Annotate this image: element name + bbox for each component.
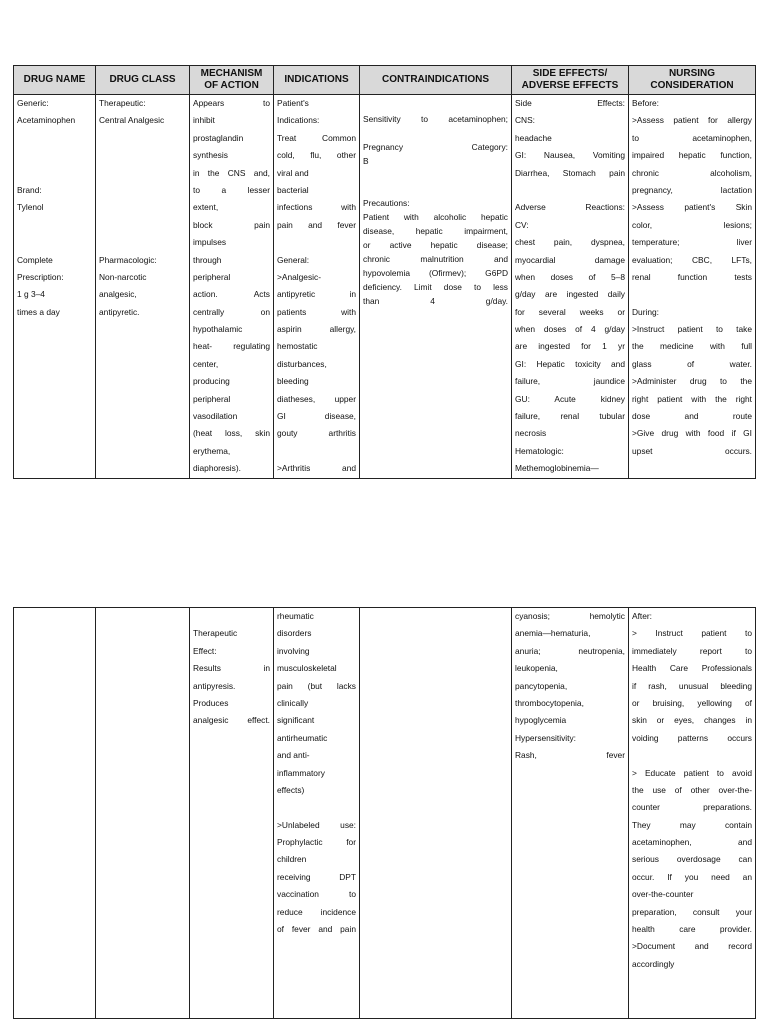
cell-line: are ingested for 1 yr <box>515 341 625 352</box>
cell-line: GI: Hepatic toxicity and <box>515 358 625 369</box>
cell-line <box>363 182 508 196</box>
cell-line: center, <box>193 358 219 369</box>
cell-line <box>99 182 186 199</box>
cell-line: Generic: <box>17 98 49 108</box>
header-row <box>14 66 756 95</box>
cell-line: Pregnancy Category: <box>363 142 508 152</box>
cell-line: > Instruct patient to <box>632 628 752 639</box>
cell-line: health care provider. <box>632 924 752 935</box>
cell-line: Complete <box>17 254 53 265</box>
cell-line: in the CNS and, <box>193 167 270 178</box>
contraindications-cell <box>360 608 512 1019</box>
cell-line <box>99 165 186 182</box>
cell-line: Produces <box>193 697 229 708</box>
cell-line: right patient with the right <box>632 393 752 404</box>
cell-line: Therapeutic <box>193 628 238 639</box>
cell-line: >Arthritis and <box>277 463 356 474</box>
cell-line: disease, hepatic impairment, <box>363 226 508 236</box>
cell-line <box>17 147 92 164</box>
cell-line: >Unlabeled use: <box>277 819 356 830</box>
cell-line: heat- regulating <box>193 341 270 352</box>
cell-line: effects) <box>277 784 305 795</box>
contraindications-cell <box>360 95 512 479</box>
cell-line: Hematologic: <box>515 445 564 456</box>
cell-line: voiding patterns occurs <box>632 732 752 743</box>
cell-line: synthesis <box>193 150 228 161</box>
cell-line: 1 g 3–4 <box>17 289 45 300</box>
cell-line: dose and route <box>632 411 752 422</box>
drug-class-cell <box>96 608 190 1019</box>
drug-study-table-page-1 <box>13 65 756 479</box>
cell-line: skin or eyes, changes in <box>632 715 752 726</box>
cell-line: inhibit <box>193 115 215 126</box>
cell-line: headache <box>515 132 552 143</box>
drug-name-cell <box>14 95 96 479</box>
cell-line <box>363 168 508 182</box>
cell-line <box>17 217 92 234</box>
cell-line: B <box>363 156 369 166</box>
cell-line: centrally on <box>193 306 270 317</box>
cell-line: >Analgesic- <box>277 271 321 282</box>
cell-line: vaccination to <box>277 889 356 900</box>
cell-line: thrombocytopenia, <box>515 697 584 708</box>
cell-line: >Assess patient for allergy <box>632 115 752 126</box>
header-nursing: NURSING CONSIDERATION <box>629 66 756 95</box>
cell-line <box>277 443 356 460</box>
cell-line: diatheses, upper <box>277 393 356 404</box>
cell-line: > Educate patient to avoid <box>632 767 752 778</box>
cell-line: over-the-counter <box>632 889 694 900</box>
cell-line: inflammatory <box>277 767 325 778</box>
cell-line: Patient with alcoholic hepatic <box>363 212 508 222</box>
cell-line: prostaglandin <box>193 132 244 143</box>
cell-line: when doses of 5–8 <box>515 271 625 282</box>
side-effects-cell <box>512 608 629 1019</box>
cell-line: patients with <box>277 306 356 317</box>
cell-line: Results in <box>193 663 270 674</box>
header-mechanism: MECHANISM OF ACTION <box>190 66 274 95</box>
cell-line: Prophylactic for <box>277 837 356 848</box>
cell-line: musculoskeletal <box>277 663 337 674</box>
cell-line <box>17 165 92 182</box>
cell-line <box>17 234 92 251</box>
cell-line: upset occurs. <box>632 445 752 456</box>
cell-line: preparation, consult your <box>632 906 752 917</box>
cell-line <box>363 95 508 112</box>
cell-line <box>99 147 186 164</box>
cell-line: General: <box>277 254 310 265</box>
cell-line <box>632 747 752 764</box>
cell-line: Adverse Reactions: <box>515 202 625 213</box>
indications-cell <box>274 608 360 1019</box>
nursing-cell <box>629 95 756 479</box>
cell-line: significant <box>277 715 315 726</box>
mechanism-cell <box>190 95 274 479</box>
cell-line: GI: Nausea, Vomiting <box>515 150 625 161</box>
cell-line: >Give drug with food if GI <box>632 428 752 439</box>
cell-line: Health Care Professionals <box>632 663 752 674</box>
cell-line: deficiency. Limit dose to less <box>363 282 508 292</box>
cell-line <box>363 126 508 140</box>
cell-line <box>17 130 92 147</box>
cell-line: analgesic, <box>99 289 137 300</box>
header-side-effects: SIDE EFFECTS/ ADVERSE EFFECTS <box>512 66 629 95</box>
cell-line: rheumatic <box>277 611 314 621</box>
cell-line: block pain <box>193 219 270 230</box>
cell-line: Prescription: <box>17 271 64 282</box>
cell-line: pain (but lacks <box>277 680 356 691</box>
cell-line: immediately report to <box>632 645 752 656</box>
cell-line: impulses <box>193 237 227 248</box>
cell-line: to acetaminophen, <box>632 132 752 143</box>
cell-line: anemia—hematuria, <box>515 628 591 639</box>
table-row <box>14 95 756 479</box>
cell-line <box>193 608 270 625</box>
cell-line: >Administer drug to the <box>632 376 752 387</box>
cell-line: hypothalamic <box>193 324 243 335</box>
cell-line <box>632 286 752 303</box>
cell-line: Appears to <box>193 98 270 108</box>
cell-line: involving <box>277 645 310 656</box>
cell-line: aspirin allergy, <box>277 324 356 335</box>
cell-line: evaluation; CBC, LFTs, <box>632 254 752 265</box>
cell-line: chest pain, dyspnea, <box>515 237 625 248</box>
cell-line: CNS: <box>515 115 536 126</box>
cell-line <box>277 799 356 816</box>
cell-line: necrosis <box>515 428 547 439</box>
cell-line: Indications: <box>277 115 320 126</box>
cell-line: gouty arthritis <box>277 428 356 439</box>
cell-line: to a lesser <box>193 184 270 195</box>
cell-line: extent, <box>193 202 219 213</box>
cell-line: g/day are ingested daily <box>515 289 625 300</box>
cell-line: renal function tests <box>632 271 752 282</box>
cell-line: Effect: <box>193 645 217 656</box>
cell-line: Pharmacologic: <box>99 254 157 265</box>
cell-line: Rash, fever <box>515 750 625 761</box>
cell-line: Precautions: <box>363 198 410 208</box>
cell-line: or bruising, yellowing of <box>632 697 752 708</box>
cell-line: myocardial damage <box>515 254 625 265</box>
nursing-cell <box>629 608 756 1019</box>
cell-line <box>99 199 186 216</box>
mechanism-cell <box>190 608 274 1019</box>
cell-line: impaired hepatic function, <box>632 150 752 161</box>
cell-line: vasodilation <box>193 411 238 422</box>
cell-line: cyanosis; hemolytic <box>515 611 625 621</box>
cell-line: Patient's <box>277 98 309 108</box>
side-effects-cell <box>512 95 629 479</box>
cell-line: failure, jaundice <box>515 376 625 387</box>
cell-line: peripheral <box>193 393 231 404</box>
cell-line: chronic alcoholism, <box>632 167 752 178</box>
cell-line: of fever and pain <box>277 924 356 935</box>
cell-line: analgesic effect. <box>193 715 270 726</box>
drug-class-cell <box>96 95 190 479</box>
drug-study-table-page-2 <box>13 607 756 1019</box>
cell-line: erythema, <box>193 445 231 456</box>
cell-line: (heat loss, skin <box>193 428 270 439</box>
cell-line: >Document and record <box>632 941 752 952</box>
cell-line: antipyretic in <box>277 289 356 300</box>
cell-line: GI disease, <box>277 411 356 422</box>
cell-line: acetaminophen, and <box>632 837 752 848</box>
cell-line: CV: <box>515 219 529 230</box>
drug-name-cell <box>14 608 96 1019</box>
table-row <box>14 608 756 1019</box>
cell-line: Therapeutic: <box>99 98 146 108</box>
cell-line: accordingly <box>632 958 675 969</box>
cell-line: temperature; liver <box>632 237 752 248</box>
cell-line: when doses of 4 g/day <box>515 324 625 335</box>
cell-line: clinically <box>277 697 309 708</box>
cell-line: anuria; neutropenia, <box>515 645 625 656</box>
cell-line: pregnancy, lactation <box>632 184 752 195</box>
cell-line: Central Analgesic <box>99 115 165 126</box>
cell-line: Methemoglobinemia— <box>515 463 599 474</box>
cell-line: During: <box>632 306 659 317</box>
cell-line: disorders <box>277 628 312 639</box>
cell-line: infections with <box>277 202 356 213</box>
cell-line: Sensitivity to acetaminophen; <box>363 114 508 124</box>
cell-line: reduce incidence <box>277 906 356 917</box>
cell-line: occur. If you need an <box>632 871 752 882</box>
header-drug-class: DRUG CLASS <box>96 66 190 95</box>
header-indications: INDICATIONS <box>274 66 360 95</box>
cell-line: Diarrhea, Stomach pain <box>515 167 625 178</box>
cell-line: hypoglycemia <box>515 715 567 726</box>
cell-line <box>99 130 186 147</box>
cell-line: leukopenia, <box>515 663 558 674</box>
cell-line: They may contain <box>632 819 752 830</box>
cell-line: Treat Common <box>277 132 356 143</box>
cell-line: Tylenol <box>17 202 44 213</box>
cell-line: or active hepatic disease; <box>363 240 508 250</box>
cell-line: After: <box>632 611 653 621</box>
cell-line: disturbances, <box>277 358 327 369</box>
cell-line: Brand: <box>17 184 42 195</box>
cell-line: action. Acts <box>193 289 270 300</box>
cell-line: receiving DPT <box>277 871 356 882</box>
cell-line: hypovolemia (Ofirmev); G6PD <box>363 268 508 278</box>
cell-line: Acetaminophen <box>17 115 76 126</box>
cell-line: Before: <box>632 98 660 108</box>
cell-line: hemostatic <box>277 341 318 352</box>
cell-line: for several weeks or <box>515 306 625 317</box>
cell-line <box>99 217 186 234</box>
cell-line: viral and <box>277 167 309 178</box>
cell-line: Non-narcotic <box>99 271 147 282</box>
cell-line: times a day <box>17 306 60 317</box>
cell-line: pancytopenia, <box>515 680 568 691</box>
cell-line <box>99 234 186 251</box>
cell-line: antipyresis. <box>193 680 236 691</box>
cell-line: GU: Acute kidney <box>515 393 625 404</box>
cell-line: diaphoresis). <box>193 463 241 474</box>
cell-line: counter preparations. <box>632 802 752 813</box>
cell-line: through <box>193 254 222 265</box>
cell-line: than 4 g/day. <box>363 296 508 306</box>
cell-line <box>515 182 625 199</box>
cell-line <box>277 234 356 251</box>
header-contraindications: CONTRAINDICATIONS <box>360 66 512 95</box>
indications-cell <box>274 95 360 479</box>
cell-line: pain and fever <box>277 219 356 230</box>
cell-line: serious overdosage can <box>632 854 752 865</box>
cell-line: producing <box>193 376 230 387</box>
cell-line: cold, flu, other <box>277 150 356 161</box>
cell-line: and anti- <box>277 750 310 761</box>
cell-line: antirheumatic <box>277 732 328 743</box>
cell-line: >Instruct patient to take <box>632 324 752 335</box>
cell-line: bacterial <box>277 184 309 195</box>
cell-line: Hypersensitivity: <box>515 732 576 743</box>
cell-line: chronic malnutrition and <box>363 254 508 264</box>
cell-line: peripheral <box>193 271 231 282</box>
cell-line: Side Effects: <box>515 98 625 108</box>
header-drug-name: DRUG NAME <box>14 66 96 95</box>
cell-line: antipyretic. <box>99 306 140 317</box>
cell-line: failure, renal tubular <box>515 411 625 422</box>
cell-line: glass of water. <box>632 358 752 369</box>
cell-line: bleeding <box>277 376 309 387</box>
cell-line: children <box>277 854 307 865</box>
cell-line: color, lesions; <box>632 219 752 230</box>
cell-line: the medicine with full <box>632 341 752 352</box>
cell-line: if rash, unusual bleeding <box>632 680 752 691</box>
cell-line: the use of other over-the- <box>632 784 752 795</box>
cell-line: >Assess patient's Skin <box>632 202 752 213</box>
